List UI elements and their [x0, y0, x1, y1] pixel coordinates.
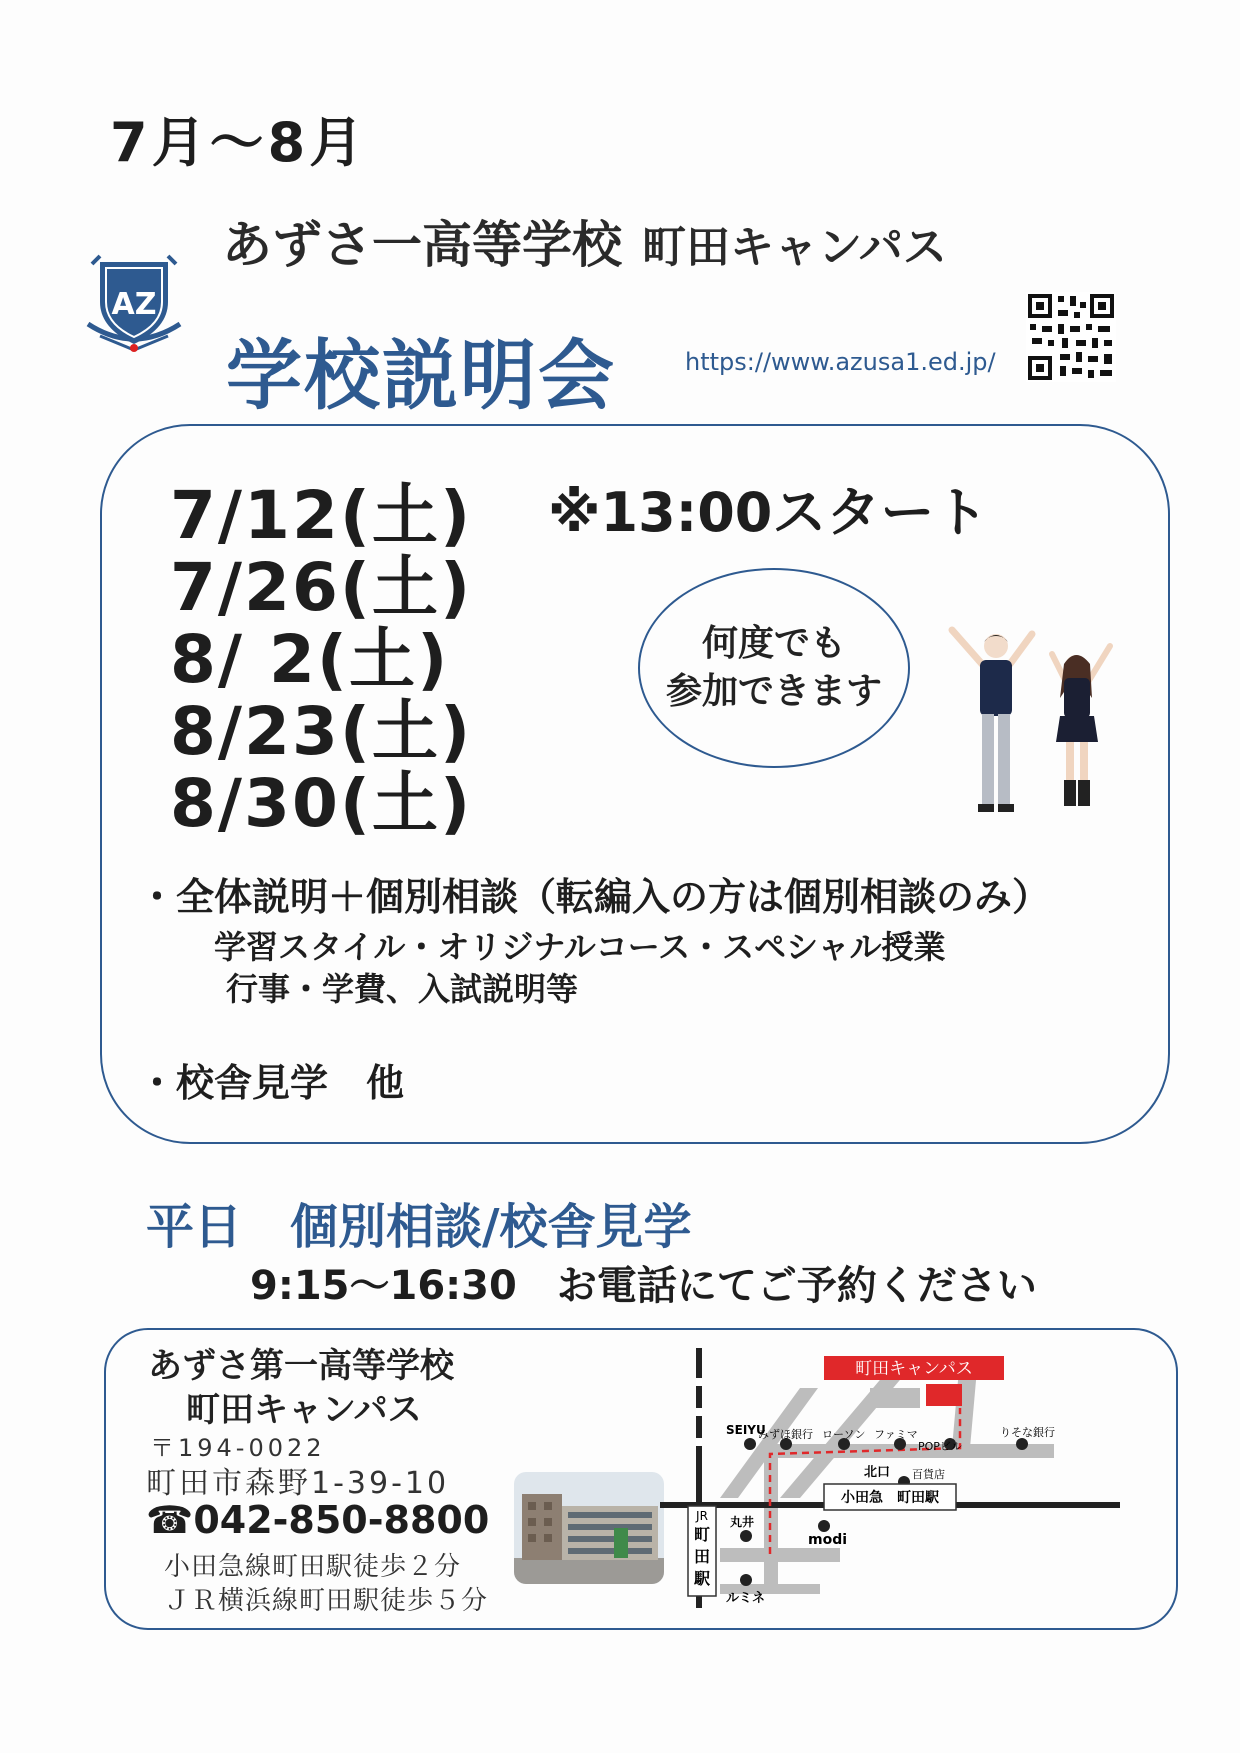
- tour-bullet: ・校舎見学 他: [138, 1061, 405, 1105]
- bubble-line-2: 参加できます: [665, 671, 882, 712]
- date-item: 8/30(土): [170, 765, 473, 842]
- map-resona: りそな銀行: [1000, 1426, 1055, 1439]
- school-url-link[interactable]: https://www.azusa1.ed.jp/: [685, 348, 996, 376]
- map-marui: 丸井: [730, 1515, 755, 1529]
- emblem-text: AZ: [111, 287, 157, 322]
- map-hyakkaten: 百貨店: [912, 1468, 945, 1481]
- map-seiyu: SEIYU: [726, 1423, 766, 1437]
- campus-name: 町田キャンパス: [642, 222, 947, 273]
- overview-bullet: ・全体説明＋個別相談（転編入の方は個別相談のみ）: [138, 875, 1051, 919]
- access-jr: ＪＲ横浜線町田駅徒歩５分: [164, 1586, 489, 1616]
- map-jr-label: JR: [696, 1509, 708, 1523]
- date-item: 7/26(土): [170, 549, 473, 626]
- postal-code: 〒194-0022: [150, 1434, 326, 1462]
- overview-sub-2: 行事・学費、入試説明等: [226, 970, 579, 1008]
- event-period: 7月～8月: [110, 111, 368, 174]
- event-title: 学校説明会: [226, 331, 616, 420]
- school-name: あずさ一高等学校: [222, 216, 622, 274]
- date-item: 7/12(土): [170, 477, 473, 554]
- map-modi: modi: [808, 1532, 848, 1548]
- phone-number[interactable]: ☎042-850-8800: [146, 1498, 490, 1542]
- weekday-hours: 9:15～16:30 お電話にてご予約ください: [250, 1263, 1037, 1309]
- campus-name-footer: 町田キャンパス: [186, 1390, 422, 1430]
- bubble-line-1: 何度でも: [701, 623, 846, 664]
- school-emblem-icon: [78, 246, 190, 358]
- map-campus-label: 町田キャンパス: [855, 1359, 973, 1379]
- weekday-consultation-title: 平日 個別相談/校舎見学: [146, 1199, 692, 1255]
- school-title: [222, 205, 947, 277]
- date-item: 8/23(土): [170, 693, 473, 770]
- map-jr-char-2: 田: [693, 1547, 711, 1566]
- access-map: [660, 1348, 1120, 1618]
- qr-code-icon[interactable]: [1026, 292, 1116, 382]
- date-item: 8/ 2(土): [170, 621, 450, 698]
- map-kitaguchi: 北口: [864, 1465, 891, 1480]
- start-time-note: ※13:00スタート: [548, 481, 989, 544]
- map-pop: POPビル: [918, 1440, 962, 1453]
- students-illustration: [948, 624, 1120, 824]
- map-lumine: ルミネ: [726, 1591, 766, 1606]
- map-mizuho: みずほ銀行: [758, 1428, 813, 1441]
- access-odakyu: 小田急線町田駅徒歩２分: [164, 1552, 462, 1582]
- map-jr-char-1: 町: [693, 1525, 711, 1544]
- school-building-photo: [514, 1472, 664, 1584]
- map-famima: ファミマ: [874, 1428, 918, 1441]
- map-lawson: ローソン: [822, 1428, 866, 1441]
- overview-sub-1: 学習スタイル・オリジナルコース・スペシャル授業: [214, 928, 946, 966]
- street-address: 町田市森野1-39-10: [146, 1466, 450, 1501]
- map-jr-char-3: 駅: [693, 1569, 711, 1588]
- school-full-name: あずさ第一高等学校: [148, 1346, 454, 1386]
- map-odakyu-station: 小田急 町田駅: [841, 1490, 939, 1506]
- participation-bubble: [638, 568, 910, 768]
